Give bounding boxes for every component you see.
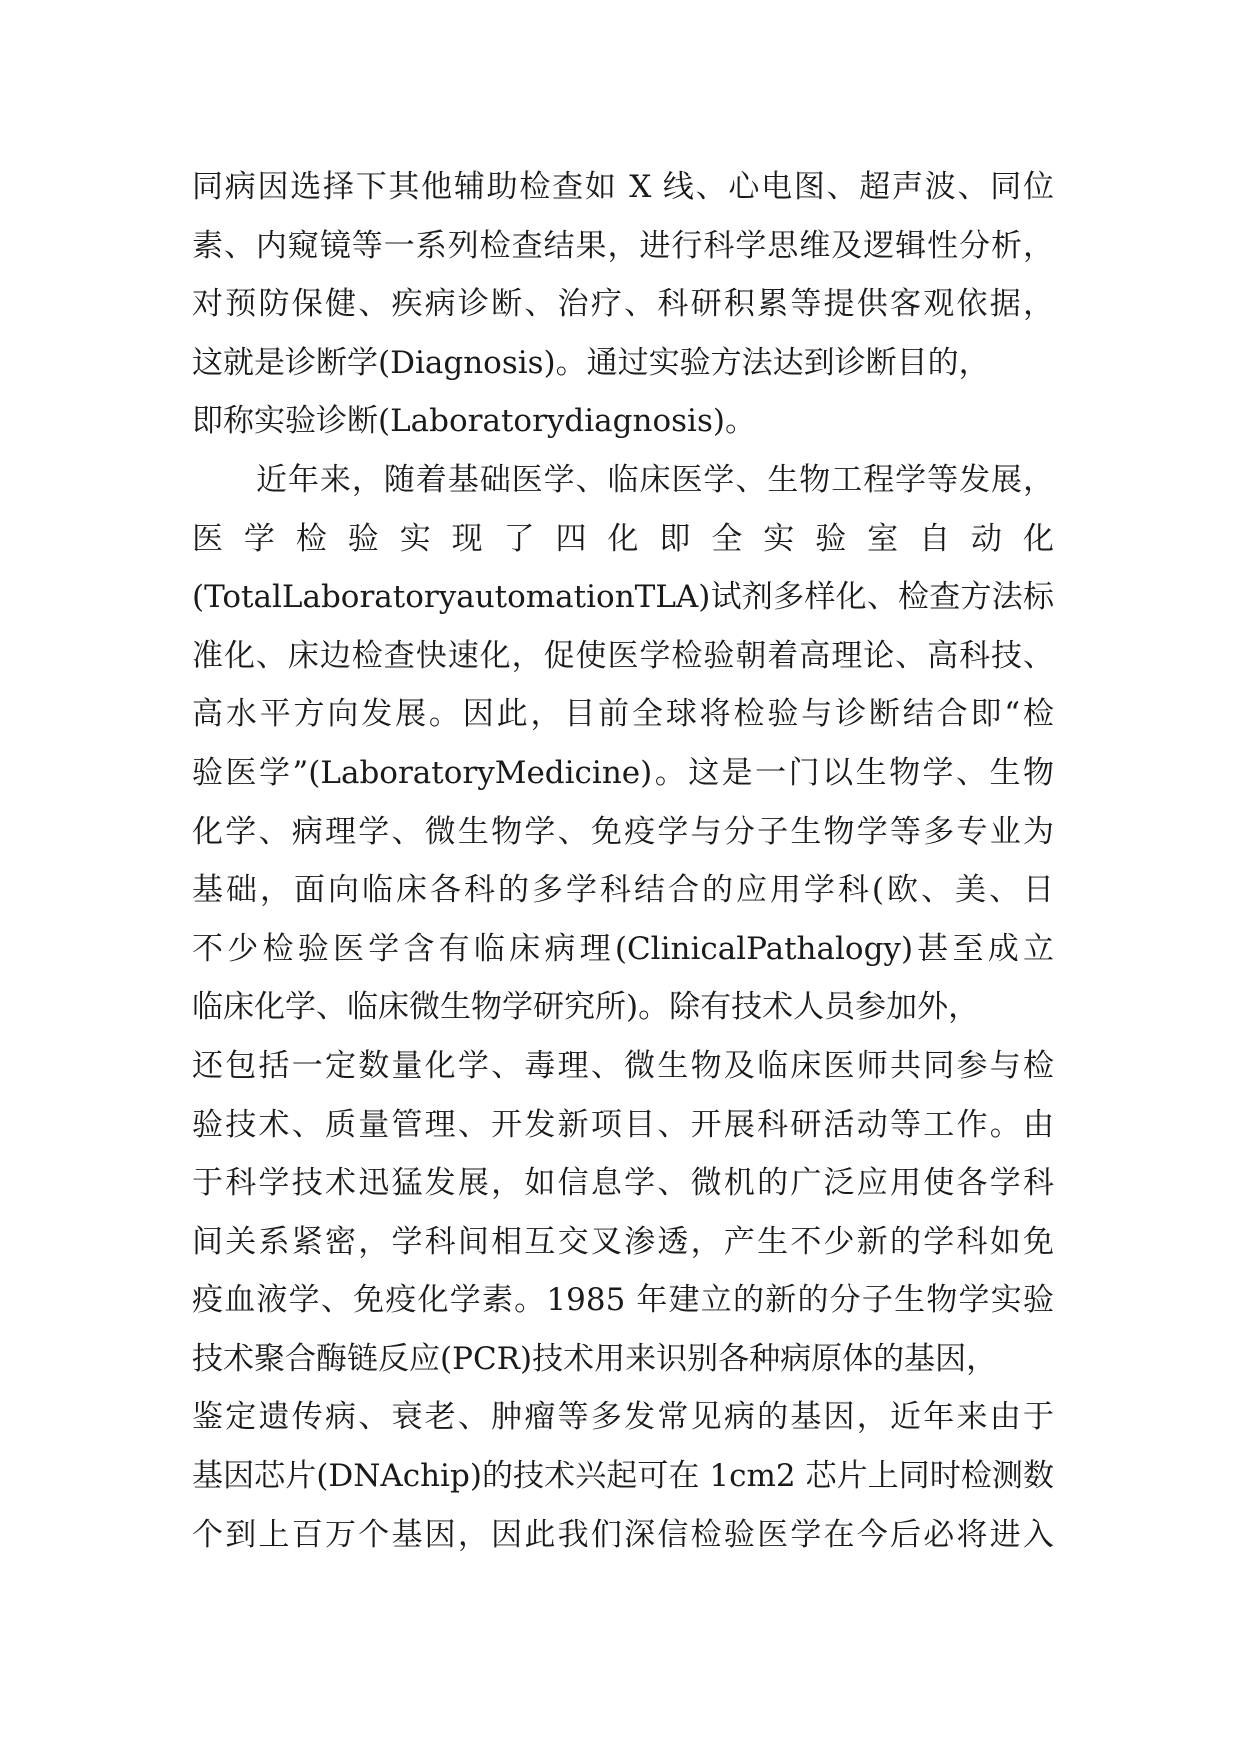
text-line: 高水平方向发展。因此，目前全球将检验与诊断结合即“检 <box>192 696 1054 733</box>
text-line: 同病因选择下其他辅助检查如 X 线、心电图、超声波、同位 <box>192 169 1054 205</box>
text-line: 于科学技术迅猛发展，如信息学、微机的广泛应用使各学科 <box>192 1165 1054 1202</box>
text-line: 基础，面向临床各科的多学科结合的应用学科(欧、美、日 <box>192 872 1054 909</box>
text-line: 准化、床边检查快速化，促使医学检验朝着高理论、高科技、 <box>192 637 1054 674</box>
text-line: 即称实验诊断(Laboratorydiagnosis)。 <box>192 403 756 440</box>
paragraph-first-line: 近年来，随着基础医学、临床医学、生物工程学等发展， <box>256 461 1054 498</box>
text-line: 验医学”(LaboratoryMedicine)。这是一门以生物学、生物 <box>192 754 1054 791</box>
text-line: 间关系紧密，学科间相互交叉渗透，产生不少新的学科如免 <box>192 1223 1054 1260</box>
text-line: 化学、病理学、微生物学、免疫学与分子生物学等多专业为 <box>192 813 1054 850</box>
text-line: 对预防保健、疾病诊断、治疗、科研积累等提供客观依据， <box>192 286 1054 323</box>
text-line: 疫血液学、免疫化学素。1985 年建立的新的分子生物学实验 <box>192 1282 1054 1319</box>
text-line: 临床化学、临床微生物学研究所)。除有技术人员参加外， <box>192 989 980 1026</box>
text-line: 素、内窥镜等一系列检查结果，进行科学思维及逻辑性分析， <box>192 227 1054 264</box>
text-line: 个到上百万个基因，因此我们深信检验医学在今后必将进入 <box>192 1516 1054 1553</box>
body-text <box>192 158 1054 1564</box>
text-line: 医 学 检 验 实 现 了 四 化 即 全 实 验 室 自 动 化 <box>192 520 1054 557</box>
text-line: 基因芯片(DNAchip)的技术兴起可在 1cm2 芯片上同时检测数 <box>192 1458 1054 1495</box>
text-line: 鉴定遗传病、衰老、肿瘤等多发常见病的基因，近年来由于 <box>192 1399 1054 1436</box>
text-line: 还包括一定数量化学、毒理、微生物及临床医师共同参与检 <box>192 1047 1054 1084</box>
text-line: 技术聚合酶链反应(PCR)技术用来识别各种病原体的基因， <box>192 1340 998 1377</box>
text-line: (TotalLaboratoryautomationTLA)试剂多样化、检查方法标 <box>192 579 1054 616</box>
text-line: 不少检验医学含有临床病理(ClinicalPathalogy)甚至成立 <box>192 930 1054 967</box>
text-line: 这就是诊断学(Diagnosis)。通过实验方法达到诊断目的， <box>192 344 990 381</box>
text-line: 验技术、质量管理、开发新项目、开展科研活动等工作。由 <box>192 1106 1054 1143</box>
